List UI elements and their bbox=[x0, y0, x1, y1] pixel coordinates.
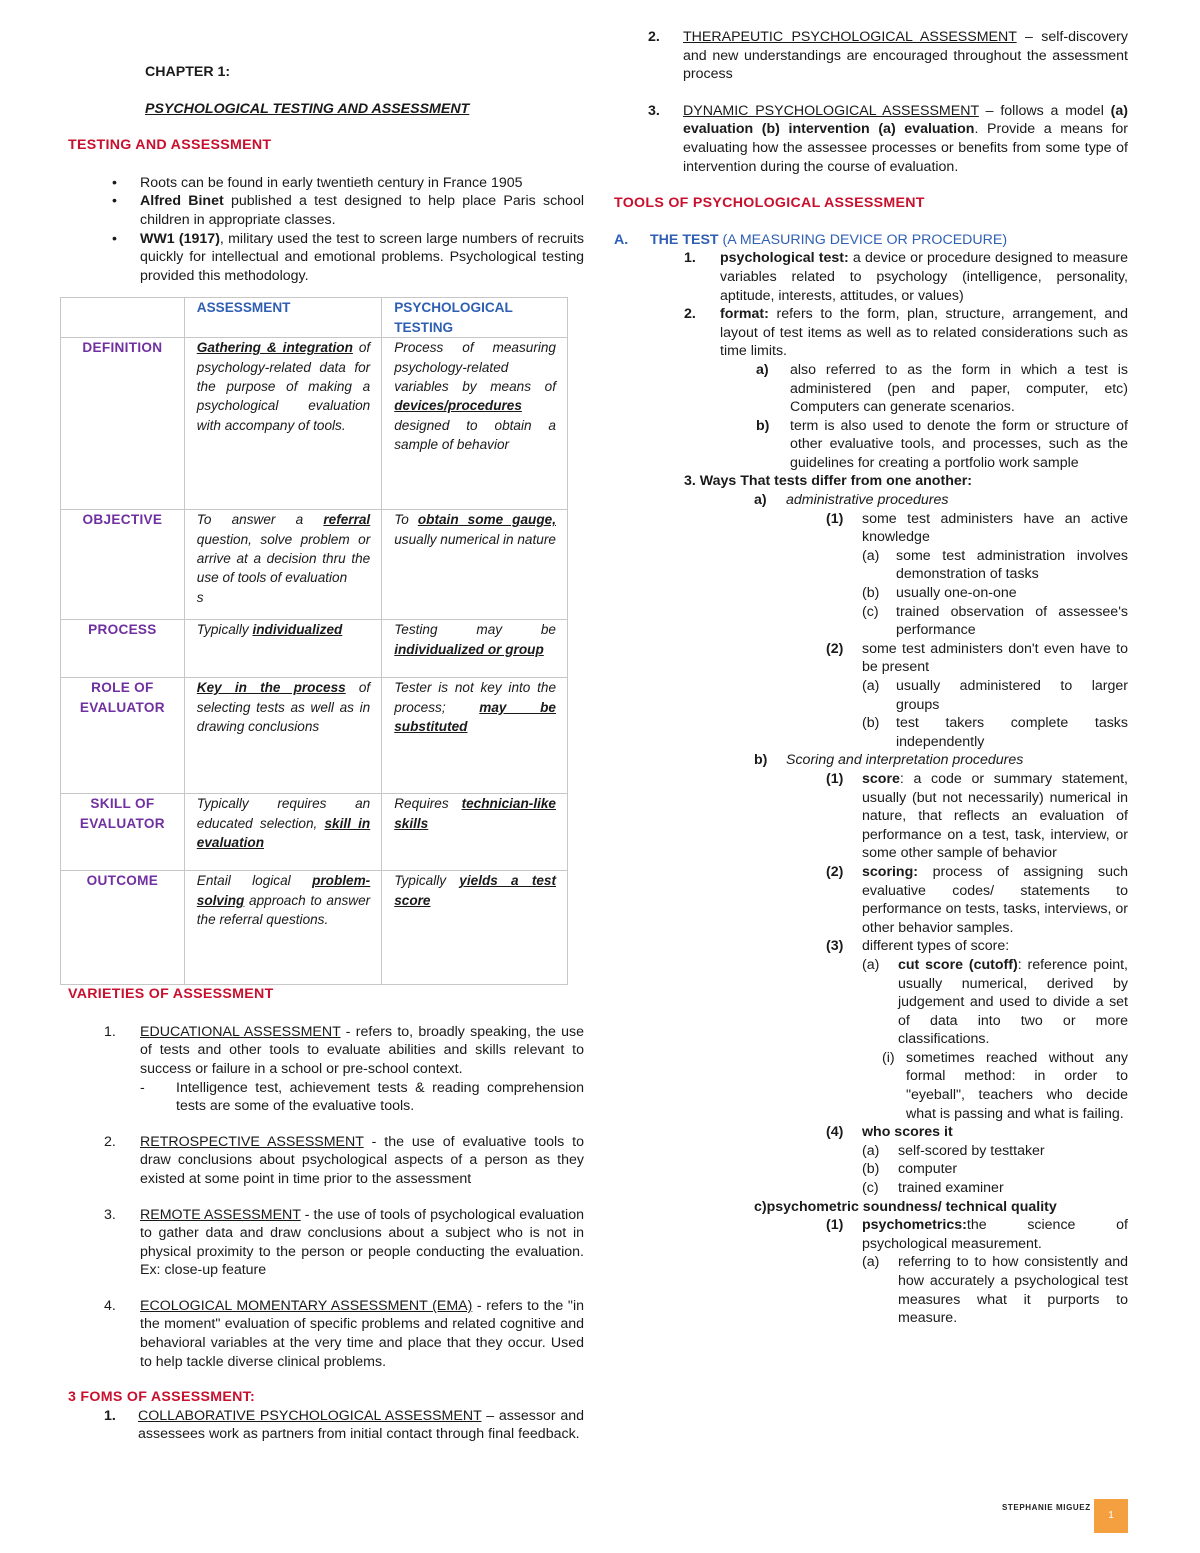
right-column bbox=[614, 0, 1128, 1328]
table-row bbox=[61, 678, 568, 794]
list-item: • Alfred Binet published a test designed to help place Paris school children in appropriate classes. bbox=[112, 193, 584, 228]
psychometric-list bbox=[826, 1216, 1128, 1328]
testing-bullet-list bbox=[112, 174, 584, 286]
list-item: (a) self-scored by testtaker bbox=[862, 1142, 1045, 1159]
testing-cell: Typically yields a test score bbox=[382, 871, 568, 985]
chapter-label: CHAPTER 1: bbox=[145, 64, 231, 80]
section-the-test: A. THE TEST (A MEASURING DEVICE OR PROCEDURE) bbox=[614, 231, 1008, 248]
bullet-icon: • bbox=[112, 174, 117, 191]
forms-list-continued bbox=[648, 28, 1128, 176]
table-row bbox=[61, 620, 568, 678]
page-number: 1 bbox=[1094, 1499, 1128, 1533]
ways-heading: 3. Ways That tests differ from one another: bbox=[684, 473, 972, 490]
list-item: (b) usually one-on-one bbox=[862, 585, 1017, 602]
varieties-list bbox=[104, 1023, 584, 1372]
list-item: (2) some test administers don't even have to be present bbox=[826, 640, 1128, 676]
table-row bbox=[61, 871, 568, 985]
testing-assessment-heading: TESTING AND ASSESSMENT bbox=[68, 137, 272, 154]
list-item: (4) who scores it bbox=[826, 1124, 953, 1141]
list-item: 1. EDUCATIONAL ASSESSMENT - refers to, broadly speaking, the use of tests and other tools to evaluate abilities and skills relevant to success or failure in a school or pre-school context. bbox=[104, 1023, 585, 1077]
assessment-cell: Gathering & integration of psychology-related data for the purpose of making a psychological evaluation with accompany of tools. bbox=[184, 338, 381, 510]
table-row bbox=[61, 510, 568, 620]
row-label-outcome: OUTCOME bbox=[61, 871, 185, 985]
footer-author: STEPHANIE MIGUEZ bbox=[1002, 1503, 1091, 1512]
list-item: • Roots can be found in early twentieth century in France 1905 bbox=[112, 174, 523, 191]
list-item: 4. ECOLOGICAL MOMENTARY ASSESSMENT (EMA) - refers to the "in the moment" evaluation of specific problems and related cognitive and behavioral variables at the very time and place that they occur. Used to help tackle diverse clinical problems. bbox=[104, 1297, 584, 1370]
row-label-role-of-evaluator: ROLE OF EVALUATOR bbox=[61, 678, 185, 794]
bullet-icon: • bbox=[112, 230, 117, 247]
list-item: (1) score: a code or summary statement, usually (but not necessarily) numerical in nature, that reflects an evaluation of performance on a test, task, interview, or some other sample of behavior bbox=[826, 770, 1128, 862]
forms-heading: 3 FOMS OF ASSESSMENT: bbox=[68, 1389, 256, 1406]
list-item: (a) referring to to how consistently and how accurately a psychological test measures what it purports to measure. bbox=[862, 1254, 1128, 1327]
row-label-process: PROCESS bbox=[61, 620, 185, 678]
list-item: 2. THERAPEUTIC PSYCHOLOGICAL ASSESSMENT – self-discovery and new understandings are encouraged throughout the assessment process bbox=[648, 29, 1128, 83]
list-item: (b) test takers complete tasks independently bbox=[862, 715, 1128, 750]
row-label-definition: DEFINITION bbox=[61, 338, 185, 510]
table-row bbox=[61, 794, 568, 871]
list-item: b) term is also used to denote the form or structure of other evaluative tools, and processes, such as the guidelines for creating a portfolio work sample bbox=[756, 417, 1128, 471]
testing-cell: Testing may be individualized or group bbox=[382, 620, 568, 678]
list-item: (1) some test administers have an active knowledge bbox=[826, 510, 1128, 546]
bullet-icon: • bbox=[112, 193, 117, 210]
assessment-cell: Key in the process of selecting tests as well as in drawing conclusions bbox=[184, 678, 381, 794]
table-header-row bbox=[61, 298, 568, 338]
column-header-assessment: ASSESSMENT bbox=[184, 298, 381, 338]
assessment-cell: Typically individualized bbox=[184, 620, 381, 678]
list-item: (c) trained examiner bbox=[862, 1180, 1004, 1197]
assessment-cell: Entail logical problem-solving approach to answer the referral questions. bbox=[184, 871, 381, 985]
page-title: PSYCHOLOGICAL TESTING AND ASSESSMENT bbox=[145, 100, 470, 117]
sub-list-item: - Intelligence test, achievement tests & reading comprehension tests are some of the evaluative tools. bbox=[140, 1079, 584, 1115]
list-item: (2) scoring: process of assigning such evaluative codes/ statements to performance on tests, tasks, interviews, or other behavior samples. bbox=[826, 863, 1128, 936]
ways-list bbox=[754, 491, 1128, 1198]
list-item: (1) psychometrics:the science of psychological measurement. bbox=[826, 1217, 1128, 1252]
list-item: (a) cut score (cutoff): reference point, usually numerical, derived by judgement and used to divide a set of data into two or more classifications. bbox=[862, 956, 1128, 1048]
testing-cell: To obtain some gauge, usually numerical in nature bbox=[382, 510, 568, 620]
list-item: a) also referred to as the form in which a test is administered (pen and paper, computer, etc) Computers can generate scenarios. bbox=[756, 361, 1128, 416]
test-items bbox=[684, 249, 1128, 472]
list-item: • WW1 (1917), military used the test to screen large numbers of recruits quickly for intellectual and emotional problems. Psychological testing provided this methodology. bbox=[112, 230, 584, 284]
list-item: 1. psychological test: a device or procedure designed to measure variables related to psychology (intelligence, personality, aptitude, interests, attitudes, or values) bbox=[684, 250, 1128, 304]
comparison-table bbox=[60, 297, 568, 985]
testing-cell: Requires technician-like skills bbox=[382, 794, 568, 871]
varieties-heading: VARIETIES OF ASSESSMENT bbox=[68, 986, 274, 1003]
list-item: (b) computer bbox=[862, 1161, 958, 1178]
list-item: a) administrative procedures bbox=[754, 492, 949, 509]
list-item: 2. format: refers to the form, plan, structure, arrangement, and layout of test items as well as to related considerations such as time limits. bbox=[684, 306, 1128, 360]
tools-heading: TOOLS OF PSYCHOLOGICAL ASSESSMENT bbox=[614, 195, 925, 212]
column-header-testing: PSYCHOLOGICAL TESTING bbox=[382, 298, 568, 338]
list-item: (3) different types of score: bbox=[826, 938, 1010, 955]
row-label-skill-of-evaluator: SKILL OF EVALUATOR bbox=[61, 794, 185, 871]
list-item: (a) usually administered to larger groups bbox=[862, 678, 1128, 713]
list-item: 3. DYNAMIC PSYCHOLOGICAL ASSESSMENT – follows a model (a) evaluation (b) intervention (a) evaluation. Provide a means for evaluating how the assessee processes or benefits from some type of intervention during the course of evaluation. bbox=[648, 102, 1128, 175]
row-label-objective: OBJECTIVE bbox=[61, 510, 185, 620]
list-item: (a) some test administration involves demonstration of tasks bbox=[862, 547, 1128, 583]
table-corner-cell bbox=[61, 298, 185, 338]
psychometric-heading: c)psychometric soundness/ technical quality bbox=[754, 1198, 1057, 1215]
list-item: 3. REMOTE ASSESSMENT - the use of tools of psychological evaluation to gather data and draw conclusions about a subject who is not in physical proximity to the person or people conducting the evaluation. Ex: close-up feature bbox=[104, 1206, 584, 1279]
forms-list bbox=[104, 1407, 584, 1444]
list-item: (c) trained observation of assessee's performance bbox=[862, 603, 1128, 639]
list-item: (i) sometimes reached without any formal method: in order to "eyeball", teachers who decide what is passing and what is failing. bbox=[882, 1049, 1128, 1122]
assessment-cell: To answer a referral question, solve problem or arrive at a decision thru the use of tools of evaluation s bbox=[184, 510, 381, 620]
list-item: 2. RETROSPECTIVE ASSESSMENT - the use of evaluative tools to draw conclusions about psychological aspects of a person as they existed at some point in time prior to the assessment bbox=[104, 1133, 584, 1187]
assessment-cell: Typically requires an educated selection, skill in evaluation bbox=[184, 794, 381, 871]
testing-cell: Tester is not key into the process; may be substituted bbox=[382, 678, 568, 794]
list-item: b) Scoring and interpretation procedures bbox=[754, 752, 1024, 769]
testing-cell: Process of measuring psychology-related variables by means of devices/procedures designed to obtain a sample of behavior bbox=[382, 338, 568, 510]
left-column bbox=[68, 0, 584, 1444]
table-row bbox=[61, 338, 568, 510]
list-item: 1. COLLABORATIVE PSYCHOLOGICAL ASSESSMENT – assessor and assessees work as partners from initial contact through final feedback. bbox=[104, 1407, 584, 1443]
